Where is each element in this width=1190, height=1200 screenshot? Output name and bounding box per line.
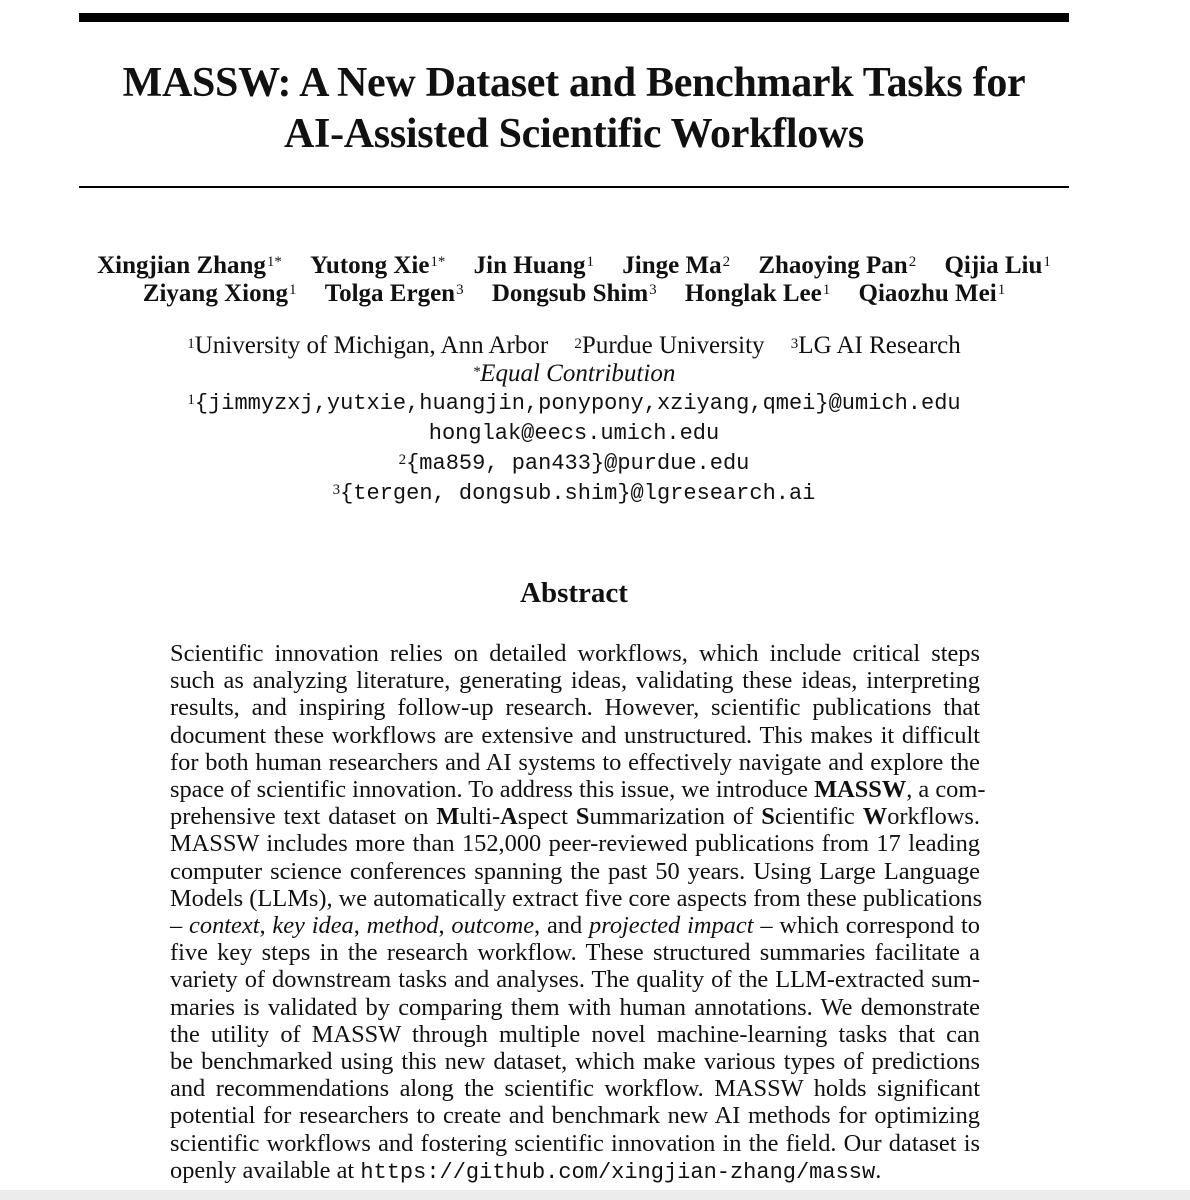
abstract-line: Models (LLMs), we automatically extract five core aspects from these publications [170,884,983,912]
author: Yutong Xie$^{1*}$ [310,252,446,279]
top-rule [79,13,1069,22]
title-line-1: MASSW: A New Dataset and Benchmark Tasks for [122,60,1026,106]
email-lg: $^3${tergen, dongsub.shim}@lgresearch.ai [332,481,816,506]
abstract-line: document these workflows are extensive and unstructured. This makes it difficult [170,721,980,749]
abstract-line: for both human researchers and AI systems to effectively navigate and explore the [170,748,980,776]
abstract-line: be benchmarked using this new dataset, which make various types of predictions [170,1048,980,1076]
author: Ziyang Xiong$^1$ [142,280,297,307]
abstract-line: prehensive text dataset on Multi-Aspect Summarization of Scientific Workflows. [170,803,980,831]
title-line-2: AI-Assisted Scientific Workflows [284,111,864,157]
author-list [79,252,1069,308]
abstract-line: results, and inspiring follow-up research. However, scientific publications that [170,694,980,722]
author: Jinge Ma$^2$ [622,252,731,279]
paper-title [79,58,1069,160]
author-row-2 [79,280,1069,308]
abstract-line: such as analyzing literature, generating ideas, validating these ideas, interpreting [170,667,980,695]
dataset-link[interactable]: https://github.com/xingjian-zhang/massw [360,1159,876,1185]
abstract-line: potential for researchers to create and benchmark new AI methods for optimizing [170,1102,980,1130]
email-umich: $^1${jimmyzxj,yutxie,huangjin,ponypony,xziyang,qmei}@umich.edu [187,391,961,416]
abstract-line: and recommendations along the scientific workflow. MASSW holds significant [170,1075,980,1103]
author: Tolga Ergen$^3$ [324,280,464,307]
affiliations [79,332,1069,508]
abstract-line: openly available at https://github.com/xingjian-zhang/massw. [170,1156,882,1185]
abstract-heading: Abstract [520,577,628,609]
title-rule [79,186,1069,188]
abstract-line: scientific workflows and fostering scientific innovation in the field. Our dataset is [170,1129,980,1157]
abstract-line: maries is validated by comparing them with human annotations. We demonstrate [170,993,980,1021]
author: Xingjian Zhang$^{1*}$ [97,252,282,279]
affiliation: $^1$University of Michigan, Ann Arbor [187,332,549,359]
abstract-line: variety of downstream tasks and analyses. The quality of the LLM-extracted sum- [170,966,980,994]
author: Honglak Lee$^1$ [684,280,831,307]
affiliation: $^3$LG AI Research [790,332,961,359]
abstract-line: MASSW includes more than 152,000 peer-reviewed publications from 17 leading [170,830,980,858]
author: Dongsub Shim$^3$ [491,280,657,307]
author: Zhaoying Pan$^2$ [758,252,917,279]
abstract-line: the utility of MASSW through multiple novel machine-learning tasks that can [170,1020,980,1048]
author: Qijia Liu$^1$ [944,252,1051,279]
affiliation-line [79,332,1069,360]
author: Jin Huang$^1$ [473,252,595,279]
email-eecs: honglak@eecs.umich.edu [428,421,720,446]
abstract-line: space of scientific innovation. To address this issue, we introduce MASSW, a com- [170,776,986,804]
abstract-line: five key steps in the research workflow. These structured summaries facilitate a [170,939,980,967]
viewer-bottom-edge [0,1190,1190,1200]
abstract-line: computer science conferences spanning the past 50 years. Using Large Language [170,857,980,885]
abstract-line: Scientific innovation relies on detailed workflows, which include critical steps [170,640,980,667]
author: Qiaozhu Mei$^1$ [858,280,1006,307]
affiliation: $^2$Purdue University [574,332,765,359]
email-purdue: $^2${ma859, pan433}@purdue.edu [398,451,750,476]
author-row-1 [79,252,1069,280]
abstract-body [170,640,986,1186]
equal-contribution-note: *Equal Contribution [472,360,676,387]
abstract-line: – context, key idea, method, outcome, and projected impact – which correspond to [170,912,980,940]
